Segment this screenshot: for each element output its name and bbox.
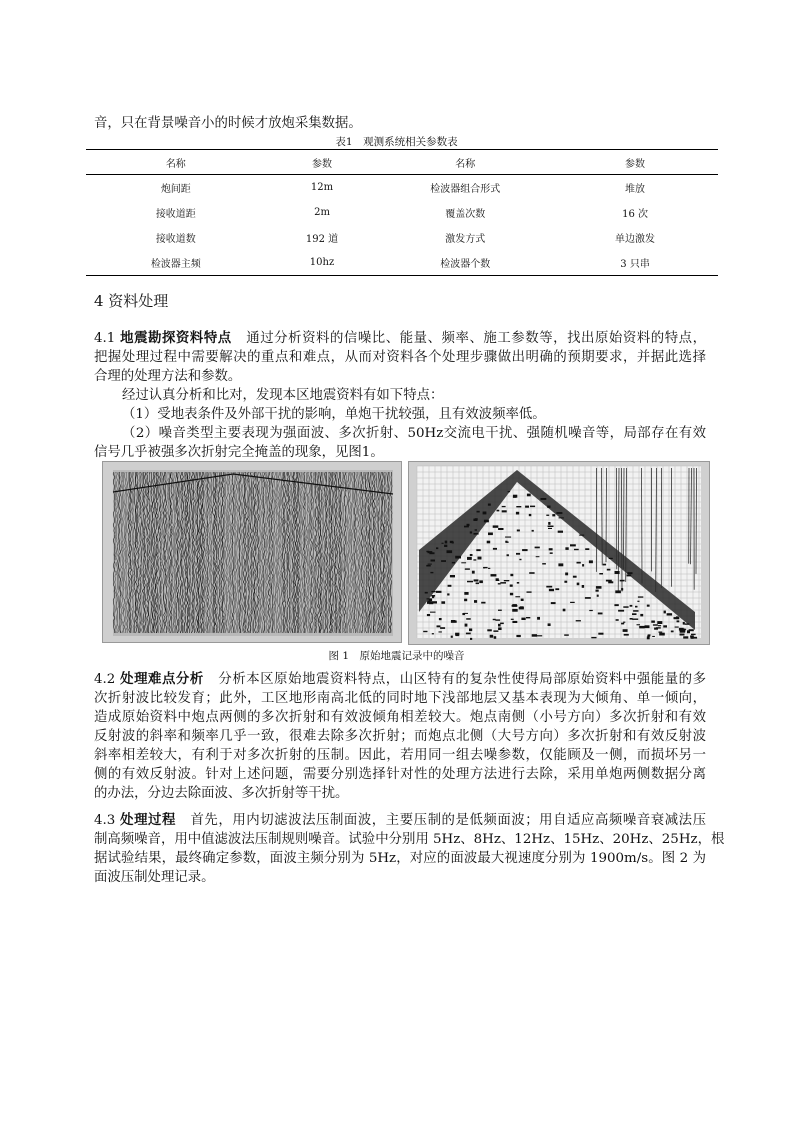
column-header: 名称 xyxy=(378,150,552,175)
paragraph-line: 据试验结果，最终确定参数，面波主频分别为 5Hz，对应的面波最大视速度分别为 1900m/s。图 2 为 xyxy=(94,851,706,866)
seismic-record-left xyxy=(102,461,402,643)
table-cell: 炮间距 xyxy=(160,184,191,195)
section-title: 处理难点分析 xyxy=(120,672,204,687)
table-cell: 192 道 xyxy=(305,234,339,245)
paragraph-line xyxy=(94,329,706,348)
table-cell: 检波器主频 xyxy=(86,250,266,276)
section-4-3 xyxy=(94,811,725,887)
table-cell: 12m xyxy=(310,182,334,193)
text-span: 首先，用内切滤波法压制面波，主要压制的是低频面波；用自适应高频噪音衰减法压 xyxy=(189,813,707,828)
section-number: 4.1 xyxy=(94,331,121,346)
table-row xyxy=(86,250,718,276)
section-number: 4.2 xyxy=(94,672,121,687)
paragraph-line: （1）受地表条件及外部干扰的影响，单炮干扰较强，且有效波频率低。 xyxy=(122,407,546,422)
table-row xyxy=(86,225,718,250)
column-header: 参数 xyxy=(266,150,379,175)
table-cell: 检波器个数 xyxy=(378,250,552,276)
table-cell: 2m xyxy=(314,207,330,218)
table-cell: 10hz xyxy=(266,250,379,276)
paragraph-line: 制高频噪音，用中值滤波法压制规则噪音。试验中分别用 5Hz、8Hz、12Hz、15Hz、20Hz、25Hz，根 xyxy=(94,832,725,847)
column-header: 参数 xyxy=(552,150,718,175)
table-cell: 16 次 xyxy=(622,209,648,220)
paragraph-line: 斜率相差较大，有利于对多次折射的压制。因此，若用同一组去噪参数，仅能顾及一侧，而损坏另一 xyxy=(94,748,706,763)
table-cell: 堆放 xyxy=(625,184,646,195)
figure-1 xyxy=(102,461,710,645)
table-row xyxy=(86,200,718,225)
text-span: 通过分析资料的信噪比、能量、频率、施工参数等，找出原始资料的特点， xyxy=(245,331,707,346)
paragraph-line xyxy=(94,811,706,830)
intro-line: 音，只在背景噪音小的时候才放炮采集数据。 xyxy=(94,116,362,131)
paragraph-line: 反射波的斜率和频率几乎一致，很难去除多次折射；而炮点北侧（大号方向）多次折射和有效反射波 xyxy=(94,729,706,744)
section-title: 地震勘探资料特点 xyxy=(120,331,232,346)
paragraph-line: （2）噪音类型主要表现为强面波、多次折射、50Hz交流电干扰、强随机噪音等，局部存在有效 xyxy=(122,426,706,441)
parameter-table xyxy=(86,149,718,276)
table-cell: 3 只串 xyxy=(552,250,718,276)
column-header: 名称 xyxy=(86,150,266,175)
paragraph-line: 侧的有效反射波。针对上述问题，需要分别选择针对性的处理方法进行去除，采用单炮两侧数据分离 xyxy=(94,767,706,782)
table-cell: 激发方式 xyxy=(445,234,486,245)
paragraph-line: 面波压制处理记录。 xyxy=(94,870,215,885)
table-cell: 接收道数 xyxy=(155,234,196,245)
paragraph-line xyxy=(94,670,706,689)
table-cell: 单边激发 xyxy=(615,234,656,245)
section-4-1 xyxy=(94,329,706,462)
paragraph-line: 合理的处理方法和参数。 xyxy=(94,369,242,384)
section-heading: 4 资料处理 xyxy=(94,292,169,310)
text-span: 分析本区原始地震资料特点，山区特有的复杂性使得局部原始资料中强能量的多 xyxy=(217,672,707,687)
paragraph-line: 信号几乎被强多次折射完全掩盖的现象，见图1。 xyxy=(94,445,384,460)
paragraph-line: 的办法，分边去除面波、多次折射等干扰。 xyxy=(94,786,349,801)
paragraph-line: 把握处理过程中需要解决的重点和难点，从而对资料各个处理步骤做出明确的预期要求，并据此选择 xyxy=(94,350,706,365)
paragraph-line: 次折射波比较发育；此外，工区地形南高北低的同时地下浅部地层又基本表现为大倾角、单一倾向， xyxy=(94,691,706,706)
figure-caption: 图 1 原始地震记录中的噪音 xyxy=(328,650,465,662)
section-title: 处理过程 xyxy=(120,813,176,828)
table-cell: 检波器组合形式 xyxy=(430,184,501,195)
section-number: 4.3 xyxy=(94,813,121,828)
table-row xyxy=(86,175,718,201)
table-header-row xyxy=(86,150,718,175)
seismic-record-right xyxy=(408,461,710,645)
table-cell: 接收道距 xyxy=(155,209,196,220)
paragraph-line: 经过认真分析和比对，发现本区地震资料有如下特点： xyxy=(122,388,444,403)
table-caption: 表1 观测系统相关参数表 xyxy=(335,136,458,148)
paragraph-line: 造成原始资料中炮点两侧的多次折射和有效波倾角相差较大。炮点南侧（小号方向）多次折射和有效 xyxy=(94,710,706,725)
section-4-2 xyxy=(94,670,706,803)
table-cell: 覆盖次数 xyxy=(445,209,486,220)
